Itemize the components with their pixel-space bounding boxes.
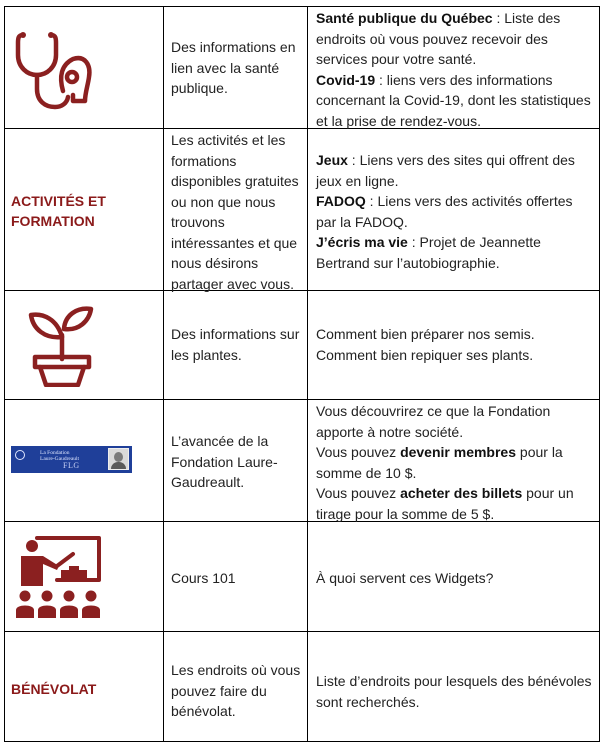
- link-sante-quebec[interactable]: Santé publique du Québec : Liste des endroits où vous pouvez recevoir des services pour votre santé.: [316, 10, 561, 67]
- link-jeux[interactable]: Jeux : Liens vers des sites qui offrent des jeux en ligne.: [316, 152, 575, 189]
- description-cell: [164, 400, 308, 521]
- row-description: Les activités et les formations disponibles gratuites ou non que nous trouvons intéressantes et que nous désirons partager avec vous.: [171, 132, 299, 292]
- fondation-intro: Vous découvrirez ce que la Fondation apporte à notre société.: [316, 403, 551, 440]
- link-widgets[interactable]: À quoi servent ces Widgets?: [316, 570, 494, 586]
- link-repiquer[interactable]: Comment bien repiquer ses plants.: [316, 346, 534, 363]
- links-cell: [308, 632, 599, 741]
- section-title: ACTIVITÉS ET FORMATION: [11, 193, 106, 229]
- links-cell: [308, 7, 599, 128]
- links-cell: [308, 522, 599, 631]
- table-row-benevolat: [5, 632, 599, 741]
- stethoscope-icon: [15, 29, 93, 111]
- description-cell: [164, 129, 308, 290]
- description-cell: [164, 632, 308, 741]
- link-fadoq[interactable]: FADOQ : Liens vers des activités offertes par la FADOQ.: [316, 193, 573, 230]
- icon-cell: [5, 522, 164, 631]
- link-benevoles[interactable]: Liste d’endroits pour lesquels des bénévoles sont recherchés.: [316, 673, 592, 710]
- table-row-plantes: [5, 291, 599, 400]
- row-description: Les endroits où vous pouvez faire du bénévolat.: [171, 662, 301, 719]
- description-cell: [164, 291, 308, 399]
- potted-plant-icon: [27, 305, 97, 387]
- link-jecris-ma-vie[interactable]: J’écris ma vie : Projet de Jeannette Bertrand sur l’autobiographie.: [316, 234, 541, 271]
- portrait-image: [108, 448, 129, 470]
- table-row-sante: [5, 7, 599, 129]
- row-description: Cours 101: [171, 570, 236, 586]
- link-semis[interactable]: Comment bien préparer nos semis.: [316, 326, 535, 342]
- icon-cell: [5, 7, 164, 128]
- link-covid19[interactable]: Covid-19 : liens vers des informations concernant la Covid-19, dont les statistiques et la prise de rendez-vous.: [316, 71, 591, 129]
- section-cell: [5, 632, 164, 741]
- links-cell: [308, 129, 599, 290]
- fondation-logo: La Fondation Laure-Gaudreault FLG: [11, 446, 132, 473]
- table-row-cours: [5, 522, 599, 632]
- table-row-activites: [5, 129, 599, 291]
- link-devenir-membres[interactable]: Vous pouvez devenir membres pour la somme de 10 $.: [316, 444, 563, 481]
- section-cell: [5, 129, 164, 290]
- row-description: Des informations en lien avec la santé publique.: [171, 39, 296, 96]
- section-title: BÉNÉVOLAT: [11, 681, 97, 697]
- info-table: [4, 6, 600, 742]
- links-cell: [308, 291, 599, 399]
- row-description: L’avancée de la Fondation Laure-Gaudreault.: [171, 433, 278, 490]
- links-cell: [308, 400, 599, 521]
- logo-emblem-icon: [15, 450, 25, 460]
- row-description: Des informations sur les plantes.: [171, 326, 300, 363]
- icon-cell: [5, 291, 164, 399]
- description-cell: [164, 522, 308, 631]
- link-acheter-billets[interactable]: Vous pouvez acheter des billets pour un tirage pour la somme de 5 $.: [316, 485, 574, 522]
- table-row-fondation: [5, 400, 599, 522]
- classroom-teacher-icon: [13, 532, 103, 622]
- logo-cell: [5, 400, 164, 521]
- logo-abbr: FLG: [63, 461, 80, 470]
- description-cell: [164, 7, 308, 128]
